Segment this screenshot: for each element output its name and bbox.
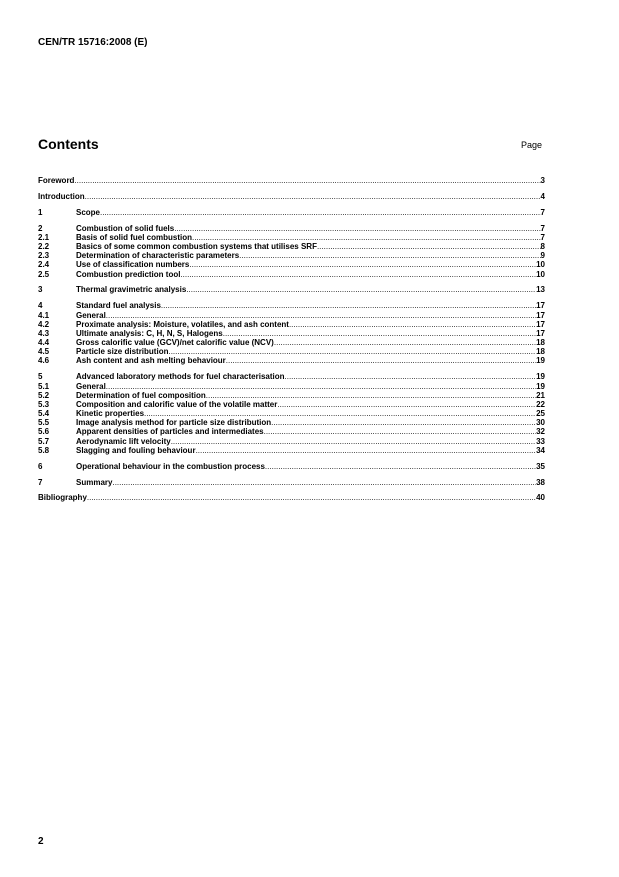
toc-entry-number: 6	[38, 461, 43, 471]
toc-entry-page: 13	[536, 285, 545, 295]
toc-dot-leader	[161, 301, 536, 310]
toc-entry-title: Determination of fuel composition	[76, 390, 206, 400]
toc-entry[interactable]	[38, 285, 545, 294]
toc-entry-page: 32	[536, 427, 545, 437]
toc-entry[interactable]	[38, 437, 545, 446]
toc-dot-leader	[271, 418, 536, 427]
toc-entry-title: Proximate analysis: Moisture, volatiles, and ash content	[76, 319, 289, 329]
toc-entry[interactable]	[38, 270, 545, 279]
toc-entry[interactable]	[38, 356, 545, 365]
toc-entry-title: Bibliography	[38, 493, 87, 503]
toc-dot-leader	[289, 320, 536, 329]
toc-entry-number: 5.1	[38, 381, 50, 391]
toc-dot-leader	[192, 233, 541, 242]
toc-entry-title: Ultimate analysis: C, H, N, S, Halogens	[76, 328, 223, 338]
toc-entry-page: 10	[536, 260, 545, 270]
toc-entry-title: Combustion of solid fuels	[76, 223, 175, 233]
toc-entry-page: 17	[536, 328, 545, 338]
toc-entry[interactable]	[38, 224, 545, 233]
toc-entry-title: Kinetic properties	[76, 409, 145, 419]
toc-entry-page: 33	[536, 436, 545, 446]
toc-entry[interactable]	[38, 260, 545, 269]
toc-entry-title: Determination of characteristic parameters	[76, 251, 240, 261]
toc-entry-page: 19	[536, 381, 545, 391]
toc-entry-number: 4.5	[38, 347, 50, 357]
toc-entry-number: 1	[38, 207, 43, 217]
toc-entry-number: 5.8	[38, 445, 50, 455]
toc-entry[interactable]	[38, 192, 545, 201]
toc-dot-leader	[87, 493, 536, 502]
toc-entry-number: 2.3	[38, 251, 50, 261]
toc-entry-page: 18	[536, 338, 545, 348]
toc-entry-title: Gross calorific value (GCV)/net calorific value (NCV)	[76, 338, 274, 348]
toc-dot-leader	[144, 409, 536, 418]
toc-dot-leader	[196, 446, 537, 455]
toc-entry-title: Thermal gravimetric analysis	[76, 285, 187, 295]
toc-entry[interactable]	[38, 251, 545, 260]
toc-entry-page: 4	[540, 191, 545, 201]
toc-dot-leader	[100, 208, 541, 217]
toc-entry-number: 3	[38, 285, 43, 295]
toc-entry[interactable]	[38, 382, 545, 391]
toc-entry-number: 5.7	[38, 436, 50, 446]
toc-entry[interactable]	[38, 233, 545, 242]
toc-entry-title: Advanced laboratory methods for fuel characterisation	[76, 372, 285, 382]
toc-entry[interactable]	[38, 338, 545, 347]
toc-entry-page: 8	[540, 242, 545, 251]
toc-entry-page: 17	[536, 319, 545, 329]
toc-entry-number: 2	[38, 223, 43, 233]
toc-entry[interactable]	[38, 427, 545, 436]
toc-dot-leader	[274, 338, 536, 347]
toc-entry-page: 40	[536, 493, 545, 503]
toc-entry-page: 17	[536, 301, 545, 311]
toc-entry[interactable]	[38, 462, 545, 471]
toc-dot-leader	[85, 192, 541, 201]
toc-entry-number: 2.4	[38, 260, 50, 270]
toc-dot-leader	[189, 260, 536, 269]
toc-entry-title: Aerodynamic lift velocity	[76, 436, 171, 446]
toc-entry-number: 4.1	[38, 310, 50, 320]
toc-entry-title: Operational behaviour in the combustion process	[76, 461, 265, 471]
toc-dot-leader	[74, 176, 540, 185]
toc-entry-page: 7	[540, 232, 545, 242]
toc-dot-leader	[223, 329, 536, 338]
toc-entry-title: Basis of solid fuel combustion	[76, 232, 193, 242]
toc-entry[interactable]	[38, 418, 545, 427]
toc-entry[interactable]	[38, 320, 545, 329]
toc-entry[interactable]	[38, 347, 545, 356]
toc-entry-number: 5.6	[38, 427, 50, 437]
toc-dot-leader	[277, 400, 536, 409]
toc-entry-number: 5	[38, 372, 43, 382]
toc-entry[interactable]	[38, 391, 545, 400]
toc-entry-page: 18	[536, 347, 545, 357]
toc-entry[interactable]	[38, 400, 545, 409]
toc-dot-leader	[106, 311, 536, 320]
toc-entry-page: 17	[536, 310, 545, 320]
toc-entry-title: Particle size distribution	[76, 347, 169, 357]
toc-entry-page: 19	[536, 372, 545, 382]
toc-entry[interactable]	[38, 329, 545, 338]
toc-entry-number: 4.2	[38, 319, 50, 329]
toc-entry-page: 34	[536, 445, 545, 455]
toc-entry-title: Ash content and ash melting behaviour	[76, 356, 226, 366]
toc-entry-page: 9	[540, 251, 545, 261]
page-number: 2	[38, 836, 44, 847]
toc-entry-title: Summary	[76, 477, 113, 487]
toc-entry-number: 4.4	[38, 338, 50, 348]
toc-dot-leader	[174, 224, 540, 233]
toc-entry[interactable]	[38, 372, 545, 381]
toc-dot-leader	[168, 347, 536, 356]
toc-entry-page: 38	[536, 477, 545, 487]
toc-entry-page: 19	[536, 356, 545, 366]
toc-entry-number: 4.3	[38, 328, 50, 338]
toc-entry-title: Slagging and fouling behaviour	[76, 445, 196, 455]
toc-entry-number: 2.2	[38, 242, 50, 251]
toc-entry-page: 22	[536, 399, 545, 409]
toc-dot-leader	[206, 391, 536, 400]
toc-entry-page: 25	[536, 409, 545, 419]
toc-entry-number: 5.4	[38, 409, 50, 419]
toc-entry-number: 5.2	[38, 390, 50, 400]
toc-dot-leader	[226, 356, 536, 365]
toc-entry[interactable]	[38, 446, 545, 455]
toc-dot-leader	[180, 270, 536, 279]
toc-entry-page: 21	[536, 390, 545, 400]
toc-dot-leader	[239, 251, 540, 260]
toc-entry-title: Foreword	[38, 176, 75, 185]
toc-entry-page: 7	[540, 207, 545, 217]
document-id: CEN/TR 15716:2008 (E)	[38, 37, 148, 48]
toc-entry[interactable]	[38, 478, 545, 487]
toc-entry-number: 2.5	[38, 269, 50, 279]
toc-entry-title: Basics of some common combustion systems that utilises SRF	[76, 242, 317, 251]
toc-dot-leader	[264, 427, 536, 436]
toc-entry[interactable]	[38, 493, 545, 502]
toc-entry-page: 7	[540, 223, 545, 233]
toc-dot-leader	[112, 478, 536, 487]
toc-entry[interactable]	[38, 176, 545, 185]
toc-entry-title: Scope	[76, 207, 101, 217]
toc-entry[interactable]	[38, 242, 545, 251]
toc-entry-number: 4.6	[38, 356, 50, 366]
page-column-label: Page	[521, 140, 543, 150]
toc-dot-leader	[186, 285, 536, 294]
toc-entry-page: 35	[536, 461, 545, 471]
toc-entry[interactable]	[38, 311, 545, 320]
toc-entry-number: 5.5	[38, 418, 50, 428]
toc-dot-leader	[285, 372, 537, 381]
contents-heading: Contents	[38, 136, 99, 152]
toc-entry-page: 10	[536, 269, 545, 279]
table-of-contents	[38, 176, 545, 503]
toc-entry-number: 4	[38, 301, 43, 311]
toc-entry[interactable]	[38, 409, 545, 418]
toc-entry-title: General	[76, 310, 106, 320]
toc-entry-title: Image analysis method for particle size distribution	[76, 418, 272, 428]
toc-entry-number: 7	[38, 477, 43, 487]
toc-dot-leader	[171, 437, 536, 446]
toc-dot-leader	[317, 242, 541, 251]
toc-entry-title: Introduction	[38, 191, 85, 201]
toc-entry[interactable]	[38, 208, 545, 217]
toc-entry-number: 5.3	[38, 399, 50, 409]
toc-entry-page: 30	[536, 418, 545, 428]
toc-dot-leader	[106, 382, 536, 391]
toc-entry-title: Combustion prediction tool	[76, 269, 181, 279]
toc-entry-title: Use of classification numbers	[76, 260, 190, 270]
toc-entry-number: 2.1	[38, 232, 50, 242]
toc-entry[interactable]	[38, 301, 545, 310]
toc-entry-title: Composition and calorific value of the volatile matter	[76, 399, 278, 409]
toc-entry-title: Apparent densities of particles and intermediates	[76, 427, 264, 437]
toc-dot-leader	[265, 462, 536, 471]
toc-entry-title: General	[76, 381, 106, 391]
toc-entry-page: 3	[540, 176, 545, 185]
toc-entry-title: Standard fuel analysis	[76, 301, 161, 311]
